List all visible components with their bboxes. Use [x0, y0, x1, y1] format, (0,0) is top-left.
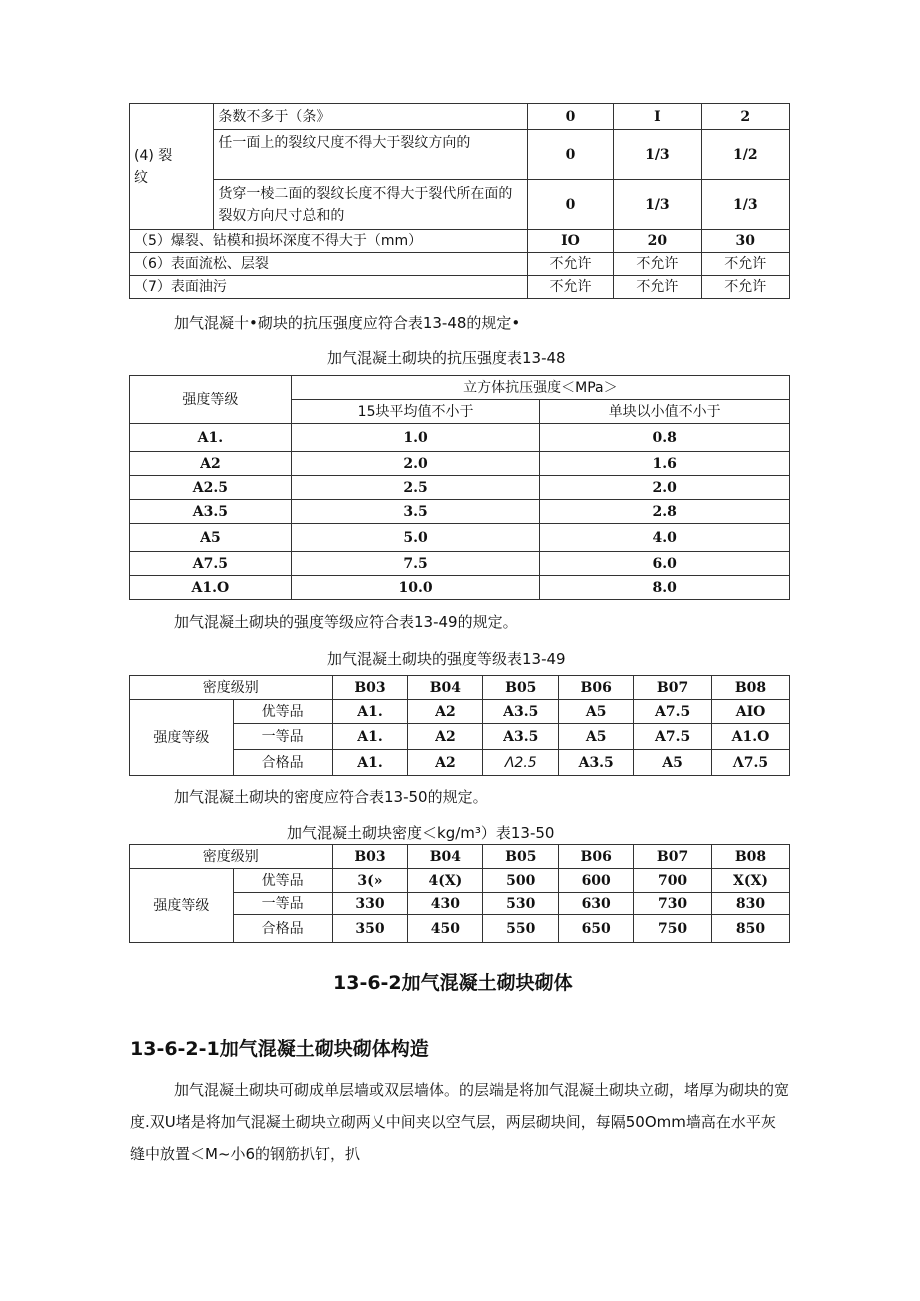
table-cell: 1/3 — [701, 180, 789, 230]
row-group-label: 强度等级 — [130, 869, 234, 943]
column-header: B03 — [332, 845, 408, 869]
table-cell: 0 — [527, 104, 613, 130]
table-cell: 830 — [712, 893, 790, 915]
header-cell: 强度等级 — [130, 376, 292, 424]
defect-row-desc: （7）表面油污 — [130, 276, 528, 299]
paragraph: 加气混凝十•砌块的抗压强度应符合表13-48的规定• — [174, 314, 521, 332]
table-cell: 20 — [614, 230, 701, 253]
table-cell: 不允许 — [527, 276, 613, 299]
table-cell: 700 — [634, 869, 712, 893]
table-cell: A2.5 — [130, 476, 292, 500]
subsection-heading: 13-6-2-1加气混凝土砌块砌体构造 — [130, 1038, 429, 1060]
header-cell: 密度级别 — [130, 845, 333, 869]
table-cell: 6.0 — [540, 552, 790, 576]
table-cell: 不允许 — [701, 253, 789, 276]
table-cell: A1. — [332, 700, 408, 724]
table-cell: 2.0 — [291, 452, 540, 476]
table-cell: A5 — [559, 700, 634, 724]
table-cell: Λ7.5 — [712, 750, 790, 776]
paragraph: 加气混凝土砌块的强度等级应符合表13-49的规定。 — [174, 613, 518, 631]
table-cell: 3(» — [332, 869, 408, 893]
defect-row-desc: （6）表面流松、层裂 — [130, 253, 528, 276]
table-cell: 不允许 — [527, 253, 613, 276]
table-cell: A5 — [634, 750, 712, 776]
table-cell: A1. — [332, 750, 408, 776]
table-cell: 450 — [408, 915, 483, 943]
row-label: 优等品 — [233, 869, 332, 893]
header-cell: 15块平均值不小于 — [291, 400, 540, 424]
table-cell: A7.5 — [130, 552, 292, 576]
compressive-strength-table — [129, 375, 790, 600]
header-cell: 立方体抗压强度＜MPa＞ — [291, 376, 789, 400]
crack-group-label: (4) 裂 纹 — [130, 104, 214, 230]
table-cell: I — [614, 104, 701, 130]
table-caption: 加气混凝土砌块的强度等级表13-49 — [327, 650, 566, 668]
table-cell: A2 — [130, 452, 292, 476]
row-group-label: 强度等级 — [130, 700, 234, 776]
table-cell: 0.8 — [540, 424, 790, 452]
table-cell: A2 — [408, 700, 483, 724]
table-cell: X(X) — [712, 869, 790, 893]
table-cell: 630 — [559, 893, 634, 915]
table-cell: 600 — [559, 869, 634, 893]
table-cell: 550 — [483, 915, 559, 943]
header-cell: 密度级别 — [130, 676, 333, 700]
column-header: B03 — [332, 676, 408, 700]
table-cell: A5 — [130, 524, 292, 552]
paragraph: 加气混凝土砌块的密度应符合表13-50的规定。 — [174, 788, 488, 806]
header-cell: 单块以小值不小于 — [540, 400, 790, 424]
table-cell: A3.5 — [130, 500, 292, 524]
table-cell: A7.5 — [634, 724, 712, 750]
table-cell: A3.5 — [559, 750, 634, 776]
crack-row-desc: 任一面上的裂纹尺度不得大于裂纹方向的 — [214, 130, 527, 180]
table-cell: 650 — [559, 915, 634, 943]
table-cell: 7.5 — [291, 552, 540, 576]
table-cell: 0 — [527, 130, 613, 180]
table-cell: 530 — [483, 893, 559, 915]
crack-row-desc: 条数不多于（条》 — [214, 104, 527, 130]
column-header: B07 — [634, 676, 712, 700]
crack-row-desc: 货穿一棱二面的裂纹长度不得大于裂代所在面的裂奴方向尺寸总和的 — [214, 180, 527, 230]
table-cell: 不允许 — [614, 276, 701, 299]
table-cell: 2.5 — [291, 476, 540, 500]
table-cell: 750 — [634, 915, 712, 943]
table-cell: 730 — [634, 893, 712, 915]
table-cell: 430 — [408, 893, 483, 915]
table-cell: 1.6 — [540, 452, 790, 476]
table-cell: IO — [527, 230, 613, 253]
table-cell: AIO — [712, 700, 790, 724]
table-cell: 330 — [332, 893, 408, 915]
table-cell: 30 — [701, 230, 789, 253]
table-cell: 4.0 — [540, 524, 790, 552]
table-cell: A1. — [332, 724, 408, 750]
table-cell: 10.0 — [291, 576, 540, 600]
density-table — [129, 844, 790, 943]
table-cell: A1.O — [130, 576, 292, 600]
table-cell: 8.0 — [540, 576, 790, 600]
table-cell: 0 — [527, 180, 613, 230]
column-header: B04 — [408, 845, 483, 869]
table-cell: 1.0 — [291, 424, 540, 452]
column-header: B04 — [408, 676, 483, 700]
table-cell: A5 — [559, 724, 634, 750]
table-cell: A1. — [130, 424, 292, 452]
table-cell: 2.0 — [540, 476, 790, 500]
table-cell: A3.5 — [483, 724, 559, 750]
table-cell: 350 — [332, 915, 408, 943]
column-header: B06 — [559, 845, 634, 869]
table-cell: 500 — [483, 869, 559, 893]
table-cell: 850 — [712, 915, 790, 943]
table-cell: 1/3 — [614, 130, 701, 180]
table-caption: 加气混凝土砌块的抗压强度表13-48 — [327, 349, 566, 367]
table-cell: 1/2 — [701, 130, 789, 180]
column-header: B07 — [634, 845, 712, 869]
table-cell: 2 — [701, 104, 789, 130]
strength-grade-table — [129, 675, 790, 776]
table-caption: 加气混凝土砌块密度＜kg∕m³）表13-50 — [287, 824, 555, 842]
table-cell: A1.O — [712, 724, 790, 750]
body-paragraph: 加气混凝土砌块可砌成单层墙或双层墙体。的层端是将加气混凝土砌块立砌，堵厚为砌块的宽度.双U堵是将加气混凝土砌块立砌两乂中间夹以空气层，两层砌块间，每隔50Omm墙高在水平灰缝中放置＜M~小6的钢筋扒钉，扒 — [130, 1081, 790, 1163]
table-cell: 不允许 — [614, 253, 701, 276]
column-header: B08 — [712, 676, 790, 700]
table-cell: A2 — [408, 724, 483, 750]
table-cell: 4(X) — [408, 869, 483, 893]
table-cell: 5.0 — [291, 524, 540, 552]
row-label: 合格品 — [233, 915, 332, 943]
defects-table — [129, 103, 790, 299]
table-cell: 1/3 — [614, 180, 701, 230]
column-header: B05 — [483, 845, 559, 869]
table-cell: A2 — [408, 750, 483, 776]
row-label: 合格品 — [233, 750, 332, 776]
column-header: B05 — [483, 676, 559, 700]
defect-row-desc: （5）爆裂、钻模和损坏深度不得大于（mm） — [130, 230, 528, 253]
table-cell: A7.5 — [634, 700, 712, 724]
row-label: 一等品 — [233, 893, 332, 915]
row-label: 一等品 — [233, 724, 332, 750]
table-cell: 2.8 — [540, 500, 790, 524]
row-label: 优等品 — [233, 700, 332, 724]
table-cell: 3.5 — [291, 500, 540, 524]
column-header: B08 — [712, 845, 790, 869]
table-cell: Λ2.5 — [483, 750, 559, 776]
column-header: B06 — [559, 676, 634, 700]
section-heading: 13-6-2加气混凝土砌块砌体 — [333, 972, 573, 994]
table-cell: 不允许 — [701, 276, 789, 299]
table-cell: A3.5 — [483, 700, 559, 724]
